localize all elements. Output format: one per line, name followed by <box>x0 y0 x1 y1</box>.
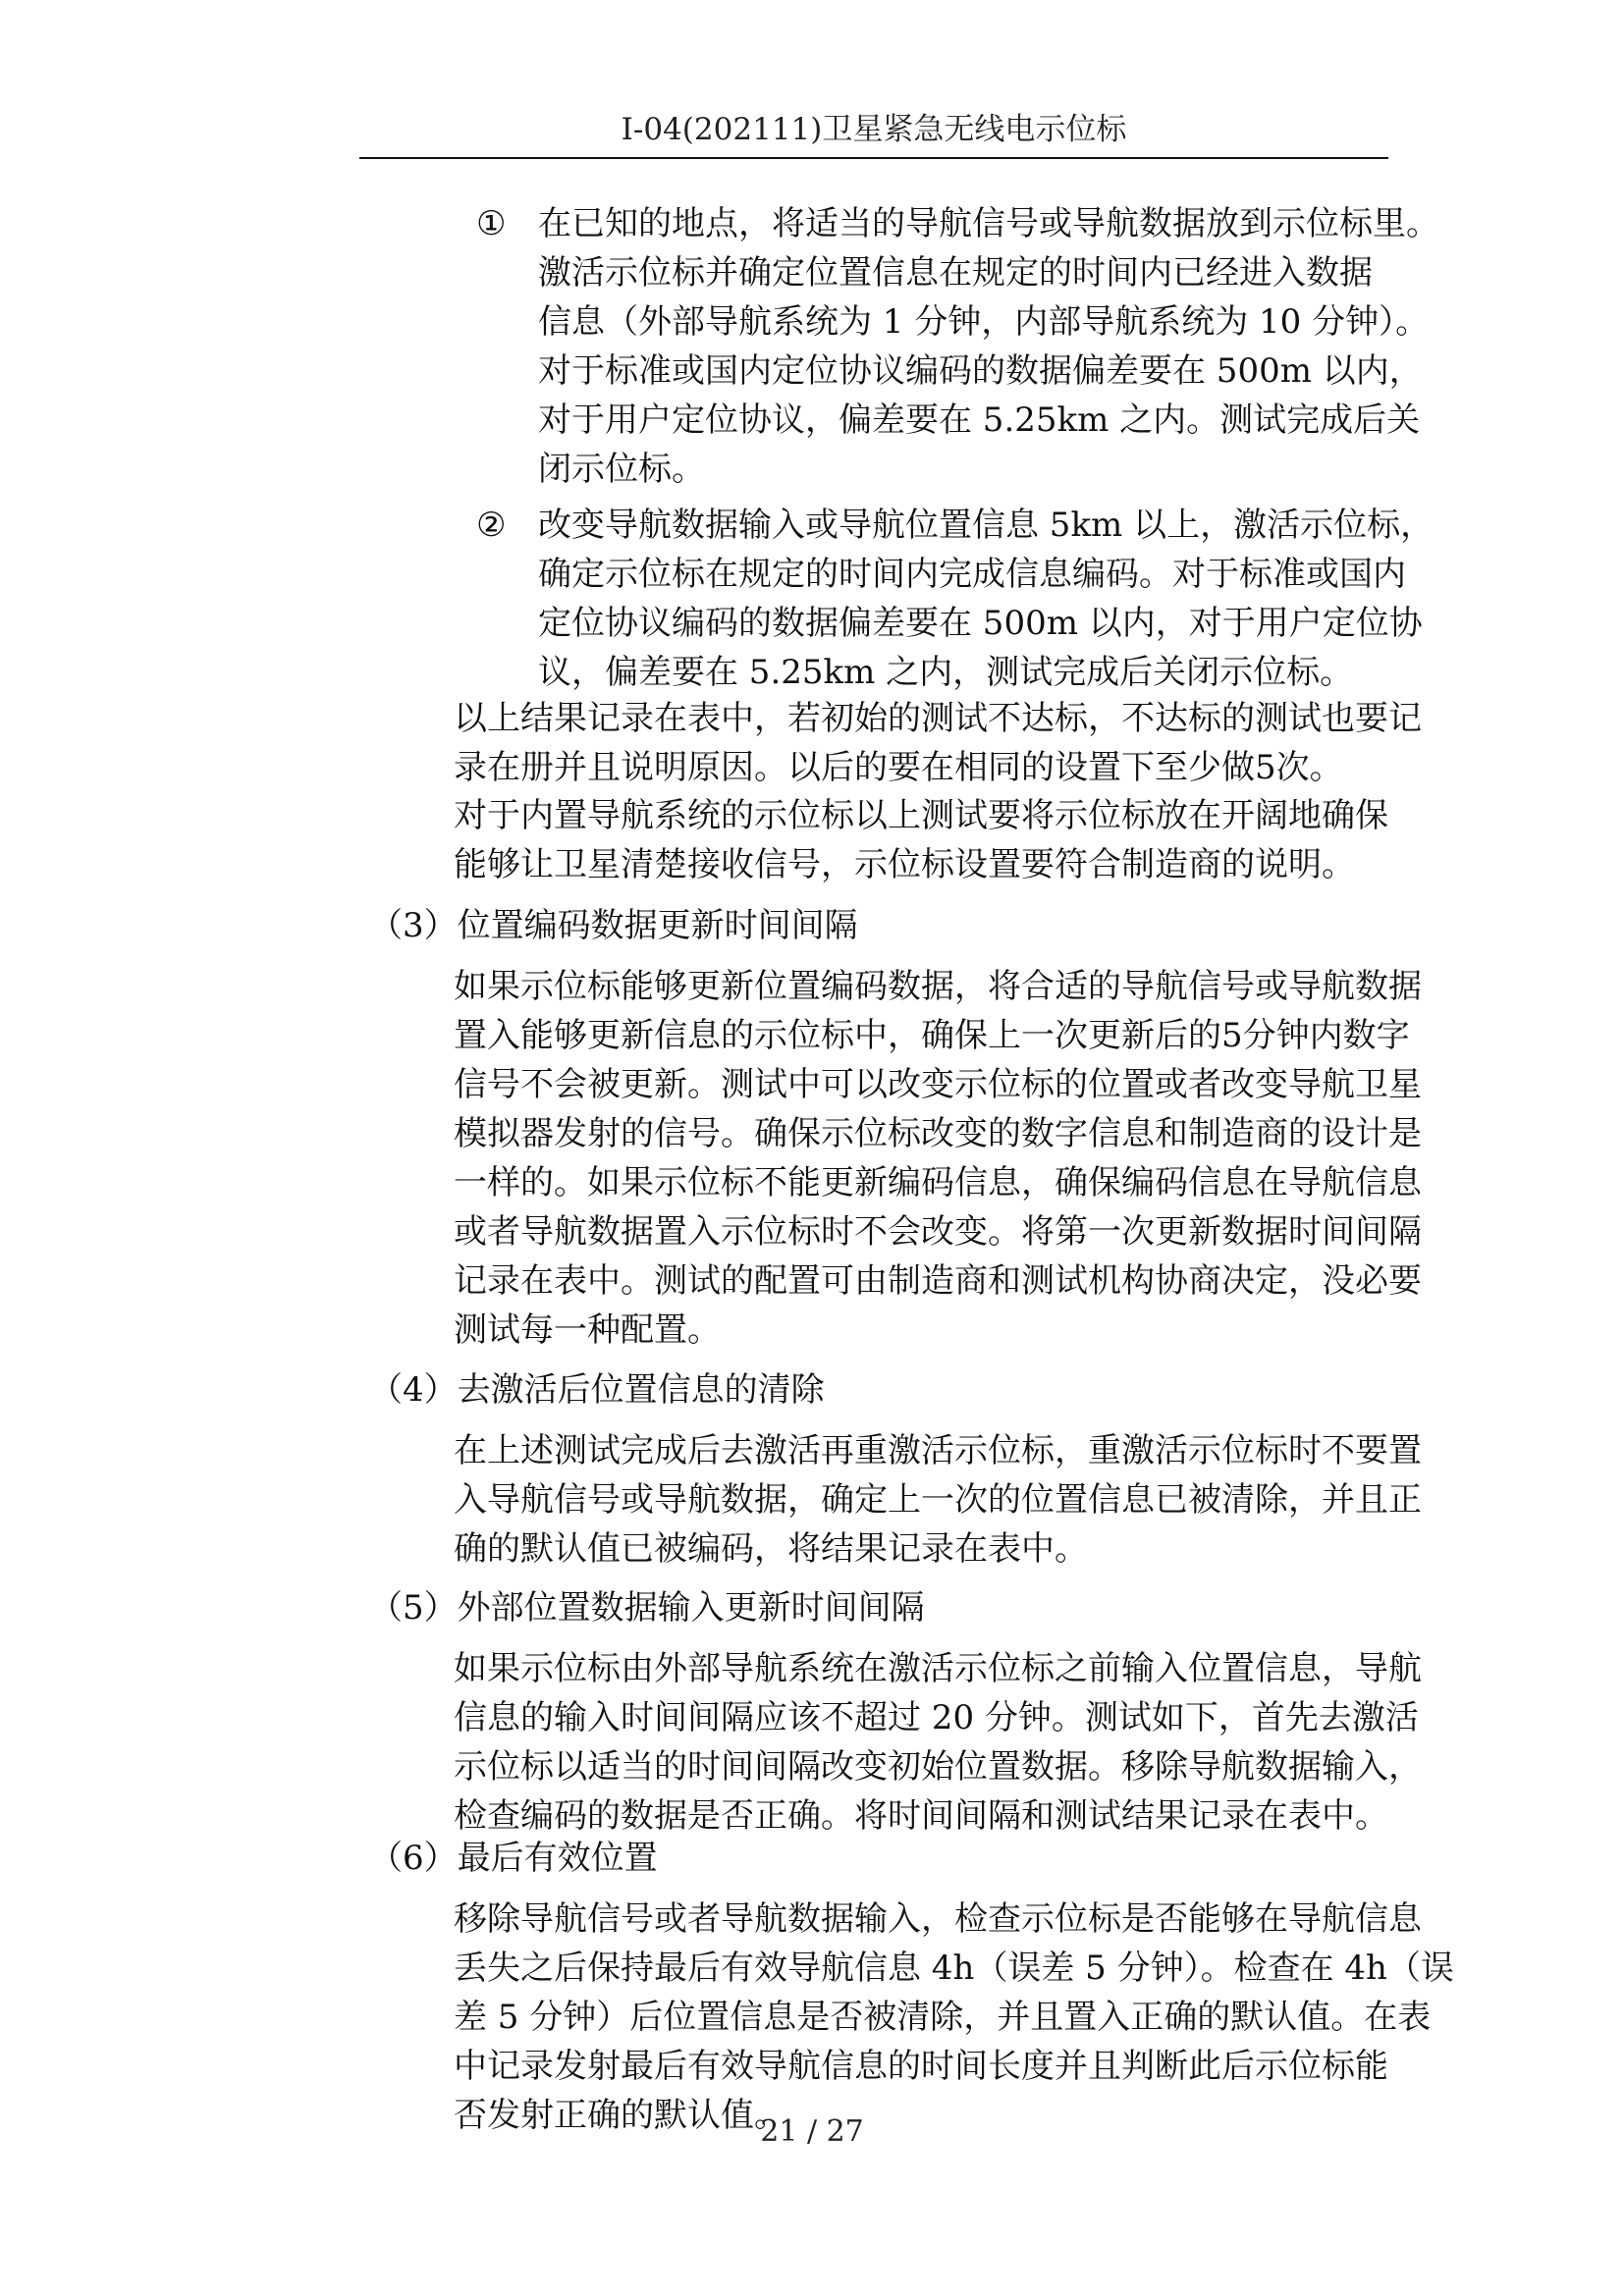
text-line: 对于用户定位协议，偏差要在 5.25km 之内。测试完成后关 <box>538 400 1421 440</box>
text-line: 在已知的地点，将适当的导航信号或导航数据放到示位标里。 <box>538 204 1439 243</box>
note-paragraph <box>454 694 1422 792</box>
text-line: 或者导航数据置入示位标时不会改变。将第一次更新数据时间间隔 <box>454 1212 1422 1252</box>
text-line: 中记录发射最后有效导航信息的时间长度并且判断此后示位标能 <box>454 2047 1388 2086</box>
section-heading: （4）去激活后位置信息的清除 <box>369 1370 825 1410</box>
text-line: 否发射正确的默认值。 <box>454 2096 787 2135</box>
text-line: 如果示位标能够更新位置编码数据，将合适的导航信号或导航数据 <box>454 967 1422 1006</box>
text-line: 以上结果记录在表中，若初始的测试不达标，不达标的测试也要记 <box>454 699 1422 738</box>
text-line: 移除导航信号或者导航数据输入，检查示位标是否能够在导航信息 <box>454 1899 1422 1939</box>
text-line: 闭示位标。 <box>538 450 705 489</box>
text-line: 信号不会被更新。测试中可以改变示位标的位置或者改变导航卫星 <box>454 1065 1422 1104</box>
text-line: 示位标以适当的时间间隔改变初始位置数据。移除导航数据输入， <box>454 1747 1422 1787</box>
text-line: 议，偏差要在 5.25km 之内，测试完成后关闭示位标。 <box>538 653 1354 692</box>
text-line: 入导航信号或导航数据，确定上一次的位置信息已被清除，并且正 <box>454 1480 1422 1520</box>
header-rule <box>359 157 1388 159</box>
text-line: 信息的输入时间间隔应该不超过 20 分钟。测试如下，首先去激活 <box>454 1698 1419 1737</box>
text-line: 能够让卫星清楚接收信号，示位标设置要符合制造商的说明。 <box>454 845 1355 884</box>
text-line: 差 5 分钟）后位置信息是否被清除，并且置入正确的默认值。在表 <box>454 1998 1432 2037</box>
text-line: 激活示位标并确定位置信息在规定的时间内已经进入数据 <box>538 253 1373 293</box>
section-heading: （5）外部位置数据输入更新时间间隔 <box>369 1588 925 1628</box>
item-marker: ② <box>476 506 507 545</box>
text-line: 模拟器发射的信号。确保示位标改变的数字信息和制造商的设计是 <box>454 1114 1422 1153</box>
note-paragraph <box>454 791 1388 889</box>
header-title: I-04(202111)卫星紧急无线电示位标 <box>621 112 1127 147</box>
section-paragraph <box>454 1895 1454 2140</box>
text-line: 对于内置导航系统的示位标以上测试要将示位标放在开阔地确保 <box>454 796 1388 835</box>
text-line: 丢失之后保持最后有效导航信息 4h（误差 5 分钟）。检查在 4h（误 <box>454 1949 1454 1988</box>
text-line: 录在册并且说明原因。以后的要在相同的设置下至少做5次。 <box>454 748 1343 787</box>
text-line: 在上述测试完成后去激活再重激活示位标，重激活示位标时不要置 <box>454 1431 1422 1470</box>
numbered-item <box>538 199 1439 494</box>
section-paragraph <box>454 1426 1422 1574</box>
text-line: 确定示位标在规定的时间内完成信息编码。对于标准或国内 <box>538 555 1406 594</box>
text-line: 如果示位标由外部导航系统在激活示位标之前输入位置信息，导航 <box>454 1649 1422 1688</box>
text-line: 定位协议编码的数据偏差要在 500m 以内，对于用户定位协 <box>538 604 1423 643</box>
text-line: 检查编码的数据是否正确。将时间间隔和测试结果记录在表中。 <box>454 1796 1388 1836</box>
text-line: 置入能够更新信息的示位标中，确保上一次更新后的5分钟内数字 <box>454 1016 1410 1055</box>
text-line: 一样的。如果示位标不能更新编码信息，确保编码信息在导航信息 <box>454 1163 1422 1202</box>
text-line: 改变导航数据输入或导航位置信息 5km 以上，激活示位标， <box>538 506 1435 545</box>
section-paragraph <box>454 962 1422 1355</box>
page-number: 21 / 27 <box>760 2114 864 2149</box>
section-heading: （6）最后有效位置 <box>369 1839 658 1878</box>
text-line: 确的默认值已被编码，将结果记录在表中。 <box>454 1529 1088 1569</box>
section-heading: （3）位置编码数据更新时间间隔 <box>369 906 858 945</box>
numbered-item <box>538 501 1434 697</box>
text-line: 对于标准或国内定位协议编码的数据偏差要在 500m 以内， <box>538 351 1423 391</box>
section-paragraph <box>454 1644 1422 1841</box>
text-line: 信息（外部导航系统为 1 分钟，内部导航系统为 10 分钟）。 <box>538 302 1430 342</box>
item-marker: ① <box>476 204 507 243</box>
text-line: 记录在表中。测试的配置可由制造商和测试机构协商决定，没必要 <box>454 1261 1422 1301</box>
text-line: 测试每一种配置。 <box>454 1310 721 1350</box>
